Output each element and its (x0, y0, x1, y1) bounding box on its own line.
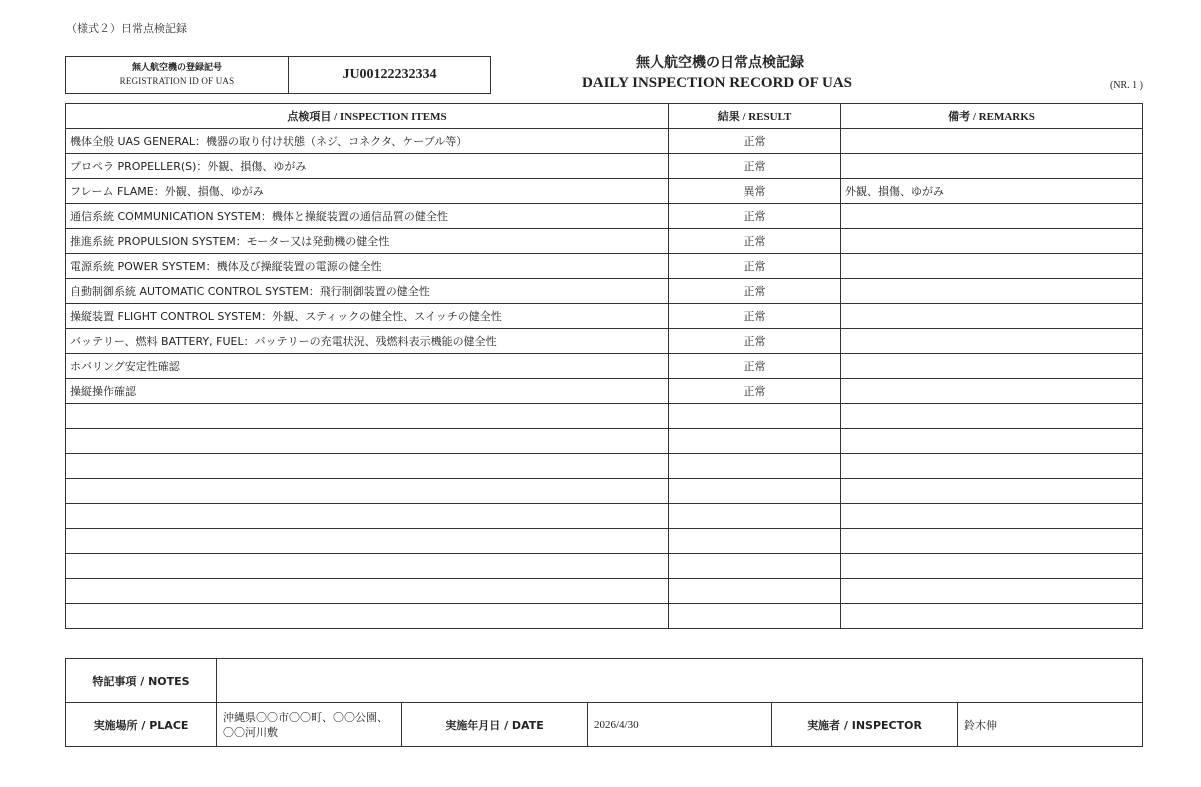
inspector-label: 実施者 / INSPECTOR (772, 703, 958, 747)
table-row (66, 604, 1143, 629)
remarks-cell (841, 529, 1143, 554)
remarks-cell (841, 229, 1143, 254)
result-cell (669, 429, 841, 454)
remarks-cell (841, 429, 1143, 454)
table-row (66, 529, 1143, 554)
header-remarks: 備考 / REMARKS (841, 104, 1143, 129)
result-cell: 正常 (669, 329, 841, 354)
item-cell: バッテリー、燃料 BATTERY, FUEL：バッテリーの充電状況、残燃料表示機能の健全性 (66, 329, 669, 354)
remarks-cell (841, 204, 1143, 229)
table-row (66, 579, 1143, 604)
header-result: 結果 / RESULT (669, 104, 841, 129)
footer-table (65, 658, 1143, 747)
date-value: 2026/4/30 (588, 703, 772, 747)
table-row (66, 404, 1143, 429)
item-cell: フレーム FLAME：外観、損傷、ゆがみ (66, 179, 669, 204)
result-cell: 正常 (669, 229, 841, 254)
item-cell (66, 479, 669, 504)
item-cell (66, 604, 669, 629)
table-row (66, 254, 1143, 279)
result-cell: 正常 (669, 129, 841, 154)
table-row (66, 279, 1143, 304)
item-cell: 電源系統 POWER SYSTEM：機体及び操縦装置の電源の健全性 (66, 254, 669, 279)
notes-value (217, 659, 1143, 703)
item-cell (66, 404, 669, 429)
result-cell (669, 529, 841, 554)
result-cell (669, 579, 841, 604)
table-row (66, 129, 1143, 154)
item-cell (66, 454, 669, 479)
remarks-cell (841, 479, 1143, 504)
table-row (66, 554, 1143, 579)
header-items: 点検項目 / INSPECTION ITEMS (66, 104, 669, 129)
table-row (66, 429, 1143, 454)
inspection-table (65, 103, 1143, 629)
table-row (66, 304, 1143, 329)
title-en: DAILY INSPECTION RECORD OF UAS (581, 75, 853, 91)
table-row (66, 229, 1143, 254)
item-cell (66, 504, 669, 529)
remarks-cell (841, 129, 1143, 154)
result-cell: 正常 (669, 279, 841, 304)
remarks-cell (841, 554, 1143, 579)
result-cell (669, 404, 841, 429)
remarks-cell (841, 404, 1143, 429)
remarks-cell (841, 279, 1143, 304)
result-cell: 正常 (669, 154, 841, 179)
table-row (66, 504, 1143, 529)
registration-label-en: REGISTRATION ID OF UAS (119, 76, 235, 86)
item-cell: 自動制御系統 AUTOMATIC CONTROL SYSTEM：飛行制御装置の健全性 (66, 279, 669, 304)
registration-value: JU00122232334 (342, 67, 437, 82)
result-cell: 正常 (669, 204, 841, 229)
remarks-cell (841, 304, 1143, 329)
notes-label: 特記事項 / NOTES (66, 659, 217, 703)
item-cell: 推進系統 PROPULSION SYSTEM：モーター又は発動機の健全性 (66, 229, 669, 254)
table-row (66, 454, 1143, 479)
item-cell: 操縦操作確認 (66, 379, 669, 404)
result-cell (669, 454, 841, 479)
remarks-cell (841, 329, 1143, 354)
table-row (66, 204, 1143, 229)
place-label: 実施場所 / PLACE (66, 703, 217, 747)
registration-label (66, 57, 289, 93)
form-code: （様式２）日常点検記録 (66, 22, 187, 35)
registration-label-jp: 無人航空機の登録記号 (131, 63, 222, 73)
table-row (66, 179, 1143, 204)
inspector-value: 鈴木伸 (958, 703, 1143, 747)
item-cell (66, 529, 669, 554)
remarks-cell (841, 254, 1143, 279)
table-row (66, 354, 1143, 379)
registration-box (65, 56, 491, 94)
remarks-cell (841, 454, 1143, 479)
result-cell (669, 604, 841, 629)
table-row (66, 379, 1143, 404)
result-cell: 正常 (669, 354, 841, 379)
info-row (66, 703, 1143, 747)
result-cell (669, 479, 841, 504)
result-cell (669, 554, 841, 579)
date-label: 実施年月日 / DATE (402, 703, 588, 747)
item-cell: 機体全般 UAS GENERAL：機器の取り付け状態（ネジ、コネクタ、ケーブル等） (66, 129, 669, 154)
item-cell: 操縦装置 FLIGHT CONTROL SYSTEM：外観、スティックの健全性、スイッチの健全性 (66, 304, 669, 329)
item-cell (66, 554, 669, 579)
page-number: (NR. 1 ) (1109, 80, 1143, 91)
notes-row (66, 659, 1143, 703)
remarks-cell (841, 579, 1143, 604)
table-row (66, 479, 1143, 504)
item-cell: 通信系統 COMMUNICATION SYSTEM：機体と操縦装置の通信品質の健全性 (66, 204, 669, 229)
item-cell (66, 429, 669, 454)
remarks-cell: 外観、損傷、ゆがみ (841, 179, 1143, 204)
table-row (66, 329, 1143, 354)
remarks-cell (841, 154, 1143, 179)
title-jp: 無人航空機の日常点検記録 (636, 55, 804, 71)
item-cell (66, 579, 669, 604)
place-value: 沖縄県〇〇市〇〇町、〇〇公園、〇〇河川敷 (217, 703, 402, 747)
result-cell: 正常 (669, 379, 841, 404)
result-cell: 異常 (669, 179, 841, 204)
remarks-cell (841, 379, 1143, 404)
table-header-row (66, 104, 1143, 129)
result-cell: 正常 (669, 254, 841, 279)
result-cell (669, 504, 841, 529)
result-cell: 正常 (669, 304, 841, 329)
remarks-cell (841, 354, 1143, 379)
table-row (66, 154, 1143, 179)
remarks-cell (841, 504, 1143, 529)
remarks-cell (841, 604, 1143, 629)
item-cell: ホバリング安定性確認 (66, 354, 669, 379)
item-cell: プロペラ PROPELLER(S)：外観、損傷、ゆがみ (66, 154, 669, 179)
